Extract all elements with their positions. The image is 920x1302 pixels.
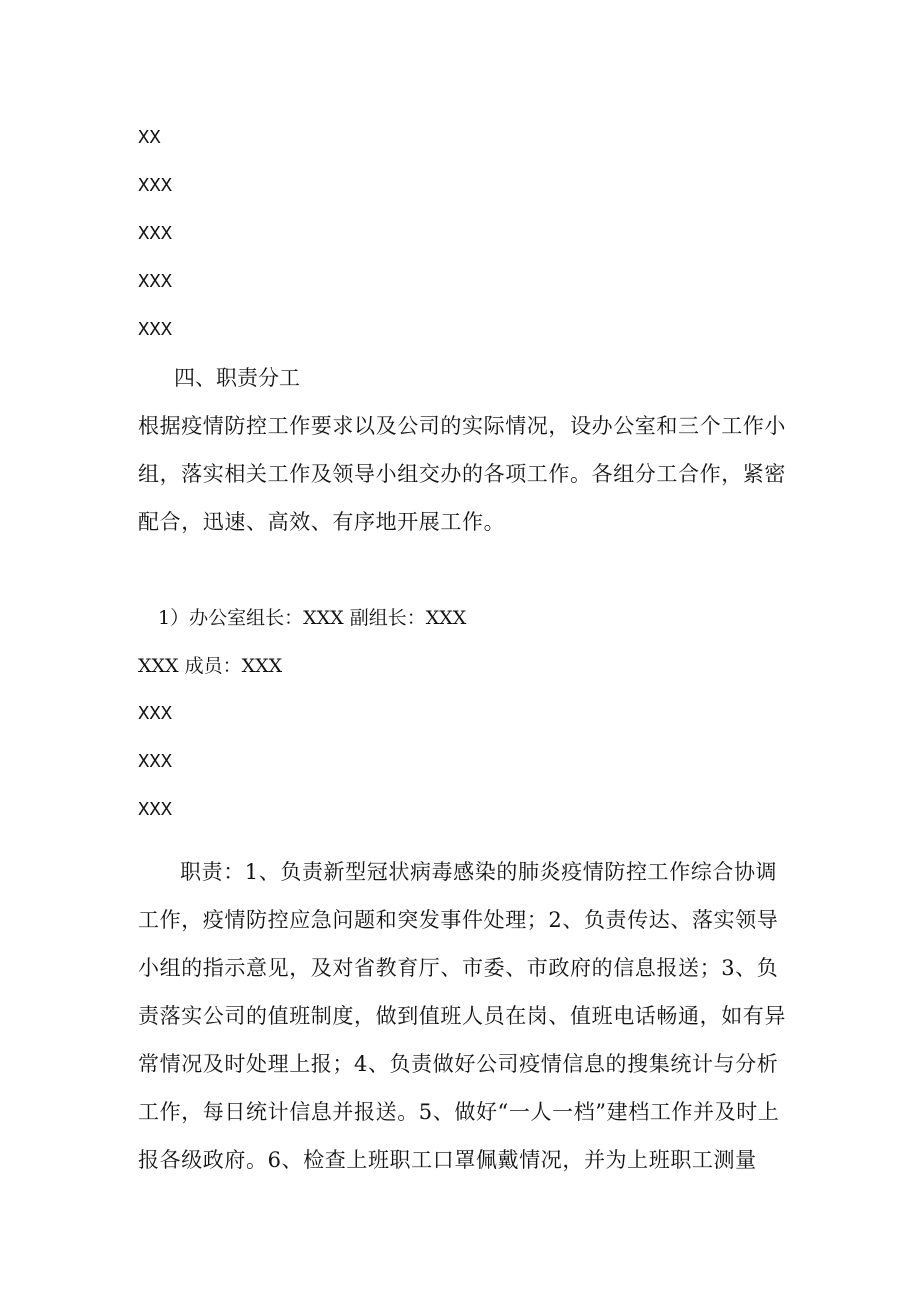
name-line-5: XXX [138,319,173,341]
intro-paragraph: 根据疫情防控工作要求以及公司的实际情况，设办公室和三个工作小组，落实相关工作及领导小组交办的各项工作。各组分工合作，紧密配合，迅速、高效、有序地开展工作。 [138,414,786,534]
office-group-line: 1）办公室组长：XXX 副组长：XXX [158,607,467,629]
name-line-1: XX [138,127,161,149]
duties-paragraph: 职责：1、负责新型冠状病毒感染的肺炎疫情防控工作综合协调工作，疫情防控应急问题和突发事件处理；2、负责传达、落实领导小组的指示意见，及对省教育厅、市委、市政府的信息报送；3、负责落实公司的值班制度，做到值班人员在岗、值班电话畅通，如有异常情况及时处理上报；4、负责做好公司疫情信息的搜集统计与分析工作，每日统计信息并报送。5、做好“一人一档”建档工作并及时上报各级政府。6、检查上班职工口罩佩戴情况，并为上班职工测量 [138,860,786,1172]
name-line-6: XXX [138,703,173,725]
name-line-3: XXX [138,223,173,245]
name-line-8: XXX [138,799,173,821]
section-heading: 四、职责分工 [174,366,300,390]
name-line-2: XXX [138,175,173,197]
name-line-4: XXX [138,271,173,293]
members-line: XXX 成员：XXX [138,655,283,677]
name-line-7: XXX [138,751,173,773]
